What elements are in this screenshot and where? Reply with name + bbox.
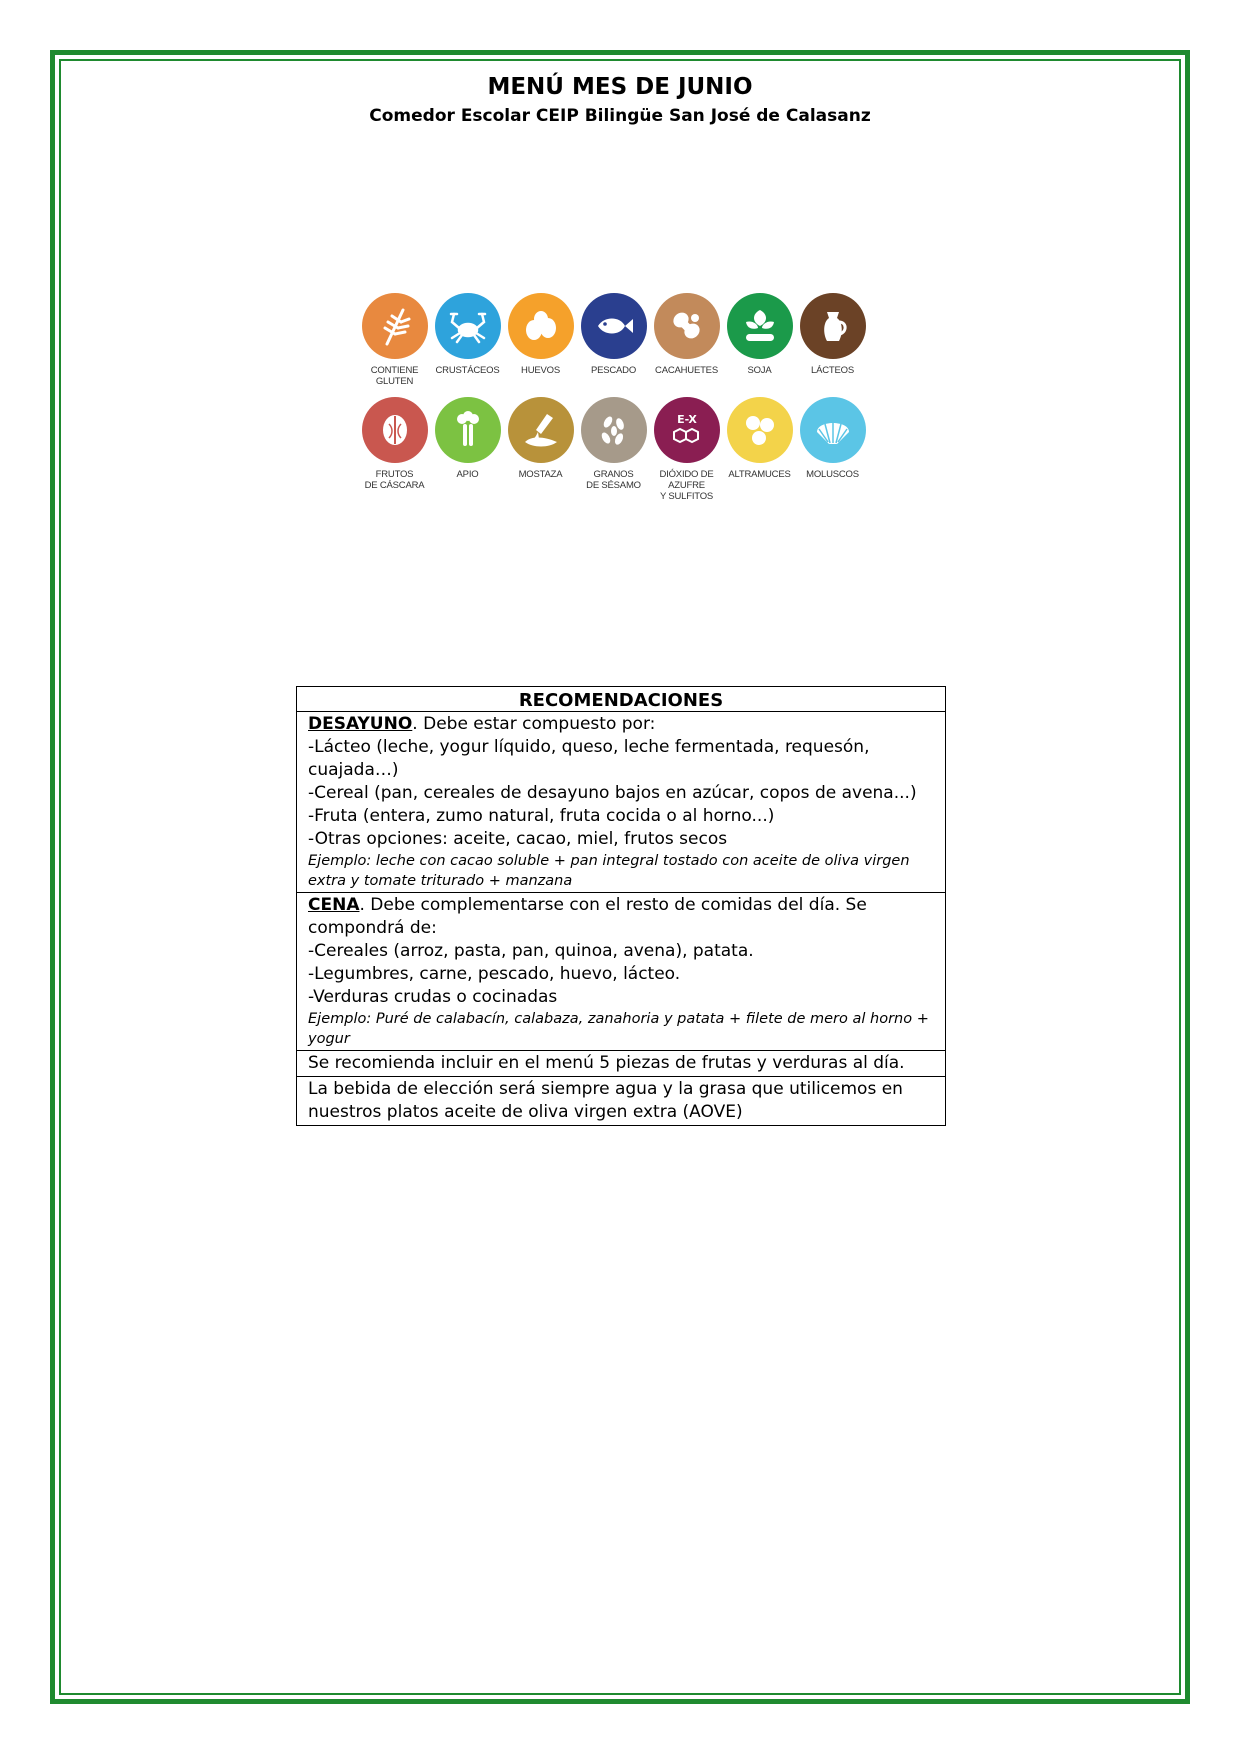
- allergen-sesame: [577, 397, 650, 493]
- breakfast-line: -Fruta (entera, zumo natural, fruta cocida o al horno...): [308, 806, 775, 826]
- allergen-crustaceans: [431, 293, 504, 389]
- dinner-line: -Cereales (arroz, pasta, pan, quinoa, avena), patata.: [308, 941, 754, 961]
- drink-note: La bebida de elección será siempre agua y la grasa que utilicemos en nuestros platos aceite de oliva virgen extra (AOVE): [308, 1079, 903, 1122]
- allergen-row-2: [358, 397, 878, 502]
- allergen-tree-nuts: [358, 397, 431, 493]
- dinner-line: -Legumbres, carne, pescado, huevo, lácteo.: [308, 964, 681, 984]
- breakfast-line: -Otras opciones: aceite, cacao, miel, frutos secos: [308, 829, 728, 849]
- allergen-lupin: [723, 397, 796, 493]
- drink-note-cell: [297, 1077, 946, 1126]
- allergen-label: HUEVOS: [521, 365, 560, 376]
- allergen-label: LÁCTEOS: [811, 365, 854, 376]
- sulphite-icon: [654, 397, 720, 463]
- fruit-note: Se recomienda incluir en el menú 5 piezas de frutas y verduras al día.: [308, 1053, 905, 1073]
- breakfast-line: -Cereal (pan, cereales de desayuno bajos en azúcar, copos de avena...): [308, 783, 917, 803]
- allergen-label: APIO: [456, 469, 479, 480]
- dinner-line: -Verduras crudas o cocinadas: [308, 987, 558, 1007]
- allergen-label: CRUSTÁCEOS: [435, 365, 500, 376]
- allergen-peanuts: [650, 293, 723, 389]
- recommendations-title: RECOMENDACIONES: [297, 687, 946, 712]
- recommendations-table: [296, 686, 946, 1126]
- allergen-soy: [723, 293, 796, 389]
- milk-jug-icon: [800, 293, 866, 359]
- allergen-dairy: [796, 293, 869, 389]
- celery-icon: [435, 397, 501, 463]
- fruit-note-cell: [297, 1051, 946, 1077]
- allergen-celery: [431, 397, 504, 493]
- breakfast-cell: [297, 712, 946, 893]
- allergen-label: PESCADO: [590, 365, 637, 376]
- breakfast-heading: DESAYUNO: [308, 714, 413, 734]
- allergen-label: MOSTAZA: [518, 469, 563, 480]
- page-title: MENÚ MES DE JUNIO: [487, 74, 753, 100]
- allergen-label: ALTRAMUCES: [728, 469, 791, 480]
- allergen-label: MOLUSCOS: [806, 469, 859, 480]
- page-subtitle: Comedor Escolar CEIP Bilingüe San José de Calasanz: [369, 106, 871, 126]
- allergen-label: FRUTOS DE CÁSCARA: [364, 469, 425, 491]
- crab-icon: [435, 293, 501, 359]
- breakfast-example: Ejemplo: leche con cacao soluble + pan integral tostado con aceite de oliva virgen extra y tomate triturado + manzana: [308, 853, 910, 889]
- eggs-icon: [508, 293, 574, 359]
- lupin-icon: [727, 397, 793, 463]
- breakfast-line: -Lácteo (leche, yogur líquido, queso, leche fermentada, requesón, cuajada…): [308, 737, 870, 780]
- allergen-label: CACAHUETES: [655, 365, 718, 376]
- allergen-row-1: [358, 293, 878, 389]
- dinner-heading: CENA: [308, 895, 360, 915]
- dinner-intro: . Debe complementarse con el resto de comidas del día. Se compondrá de:: [308, 895, 867, 938]
- sesame-icon: [581, 397, 647, 463]
- svg-text:E-X: E-X: [676, 413, 697, 426]
- allergen-label: GRANOS DE SÉSAMO: [586, 469, 641, 491]
- allergen-sulphites: [650, 397, 723, 502]
- fish-icon: [581, 293, 647, 359]
- allergen-molluscs: [796, 397, 869, 493]
- allergen-mustard: [504, 397, 577, 493]
- allergen-legend: [358, 293, 878, 502]
- wheat-icon: [362, 293, 428, 359]
- shell-icon: [800, 397, 866, 463]
- mustard-icon: [508, 397, 574, 463]
- dinner-cell: [297, 893, 946, 1051]
- dinner-example: Ejemplo: Puré de calabacín, calabaza, zanahoria y patata + filete de mero al horno + yogur: [308, 1011, 929, 1047]
- allergen-fish: [577, 293, 650, 389]
- peanut-icon: [654, 293, 720, 359]
- soy-icon: [727, 293, 793, 359]
- allergen-eggs: [504, 293, 577, 389]
- nut-icon: [362, 397, 428, 463]
- allergen-label: SOJA: [747, 365, 772, 376]
- allergen-gluten: [358, 293, 431, 389]
- breakfast-intro: . Debe estar compuesto por:: [412, 714, 656, 734]
- allergen-label: DIÓXIDO DE AZUFRE Y SULFITOS: [659, 469, 714, 502]
- allergen-label: CONTIENE GLUTEN: [370, 365, 419, 387]
